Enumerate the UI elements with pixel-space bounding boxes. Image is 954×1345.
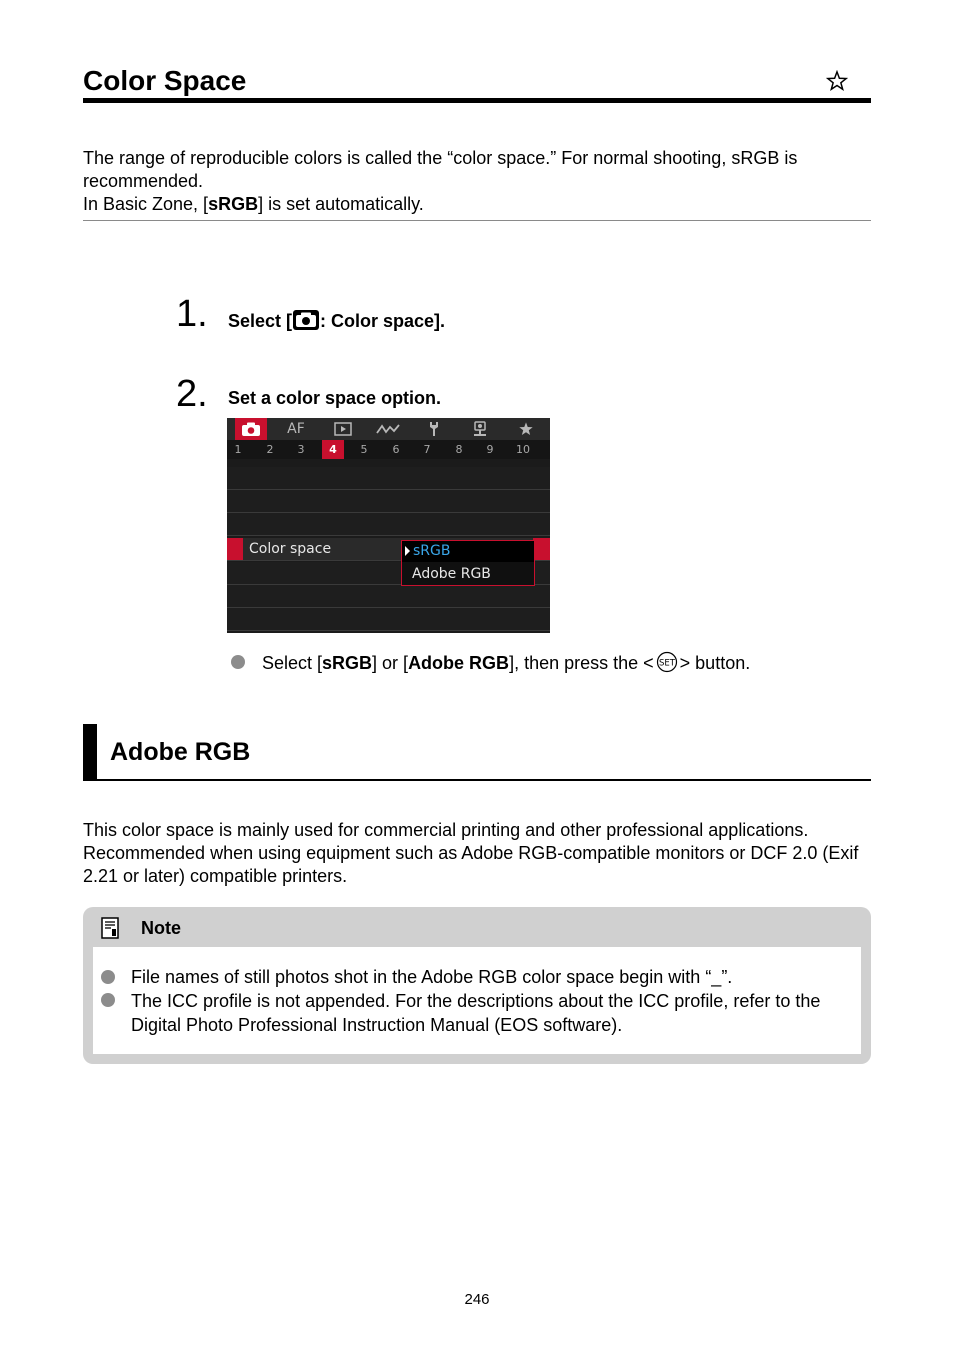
section-heading-bar xyxy=(83,724,97,780)
star-menu-icon xyxy=(518,421,534,437)
intro-line-2-prefix: In Basic Zone, [ xyxy=(83,194,209,214)
menu-page-2[interactable]: 2 xyxy=(266,443,274,456)
menu-page-3[interactable]: 3 xyxy=(297,443,305,456)
section-paragraph: This color space is mainly used for commercial printing and other professional applications. Recommended when using equipment such as Adobe RGB-compatible monitors or DCF 2.0 (Exif 2.21 or later) compatible printers. xyxy=(83,820,859,886)
menu-tab-camera[interactable] xyxy=(235,418,267,440)
intro-line-2-suffix: ] is set automatically. xyxy=(258,194,424,214)
note-item: File names of still photos shot in the Adobe RGB color space begin with “_”. xyxy=(131,967,733,987)
menu-page-bar xyxy=(227,440,550,459)
camera-menu-screen xyxy=(227,418,550,633)
menu-row-empty xyxy=(227,513,550,536)
instruction-part-1: Select [ xyxy=(262,653,323,673)
menu-tab-bar xyxy=(227,418,550,440)
note-item: The ICC profile is not appended. For the descriptions about the ICC profile, refer to the Digital Photo Professional Instruction Manual (EOS software). xyxy=(131,991,821,1035)
menu-tab-setup[interactable] xyxy=(418,418,450,440)
menu-page-6[interactable]: 6 xyxy=(392,443,400,456)
instruction-part-3: ], then press the < xyxy=(509,653,654,673)
menu-tab-af[interactable]: AF xyxy=(287,421,305,437)
menu-page-4[interactable]: 4 xyxy=(322,440,344,459)
svg-text:SET: SET xyxy=(658,658,675,669)
note-title: Note xyxy=(141,918,181,938)
step-2-number: 2. xyxy=(176,373,208,415)
menu-tab-playback[interactable] xyxy=(327,418,359,440)
menu-row-empty xyxy=(227,585,550,608)
page-number: 246 xyxy=(464,1291,490,1308)
option-srgb-label: sRGB xyxy=(413,543,451,559)
option-srgb[interactable] xyxy=(402,541,534,562)
section-rule xyxy=(83,779,871,781)
menu-page-5[interactable]: 5 xyxy=(360,443,368,456)
wireless-icon xyxy=(376,422,400,436)
step-1-number: 1. xyxy=(176,293,208,335)
instruction-bold-srgb: sRGB xyxy=(322,653,373,673)
instruction-part-2: ] or [ xyxy=(372,653,409,673)
menu-tab-wireless[interactable] xyxy=(372,418,404,440)
menu-item-color-space-label: Color space xyxy=(249,541,332,557)
menu-page-9[interactable]: 9 xyxy=(486,443,494,456)
title-rule xyxy=(83,98,871,103)
menu-page-1[interactable]: 1 xyxy=(234,443,242,456)
menu-page-8[interactable]: 8 xyxy=(455,443,463,456)
color-space-options xyxy=(401,540,535,586)
step-1-text-prefix: Select [ xyxy=(228,311,293,331)
bullet-icon xyxy=(101,993,115,1007)
set-button-icon xyxy=(656,651,678,673)
note-icon xyxy=(101,917,119,939)
custom-functions-icon xyxy=(472,421,488,437)
bullet-icon xyxy=(231,655,245,669)
selection-caret-icon xyxy=(405,546,410,556)
step-2-text: Set a color space option. xyxy=(228,388,442,408)
intro-paragraph xyxy=(83,147,873,216)
menu-tab-my-menu[interactable] xyxy=(510,418,542,440)
option-adobe-rgb[interactable]: Adobe RGB xyxy=(412,566,491,582)
step-1-text-suffix: : Color space]. xyxy=(320,311,446,331)
camera-tab-icon xyxy=(293,310,319,330)
menu-page-10[interactable]: 10 xyxy=(516,443,530,456)
wrench-icon xyxy=(427,421,441,437)
instruction-bold-adobe-rgb: Adobe RGB xyxy=(408,653,510,673)
intro-line-2-bold: sRGB xyxy=(208,194,259,214)
menu-tab-custom[interactable] xyxy=(464,418,496,440)
page-title: Color Space xyxy=(83,65,247,96)
intro-line-1: The range of reproducible colors is called the “color space.” For normal shooting, sRGB is recommended. xyxy=(83,148,798,191)
menu-page-7[interactable]: 7 xyxy=(423,443,431,456)
menu-row-empty xyxy=(227,467,550,490)
playback-icon xyxy=(334,422,352,436)
menu-row-empty xyxy=(227,490,550,513)
step-1-text xyxy=(228,310,445,332)
instruction-part-4: > button. xyxy=(679,653,751,673)
star-icon xyxy=(826,70,848,92)
intro-rule xyxy=(83,220,871,221)
bullet-icon xyxy=(101,970,115,984)
step-2-instruction xyxy=(262,651,750,675)
menu-row-empty xyxy=(227,608,550,631)
camera-icon xyxy=(241,421,261,437)
section-title: Adobe RGB xyxy=(110,738,251,766)
